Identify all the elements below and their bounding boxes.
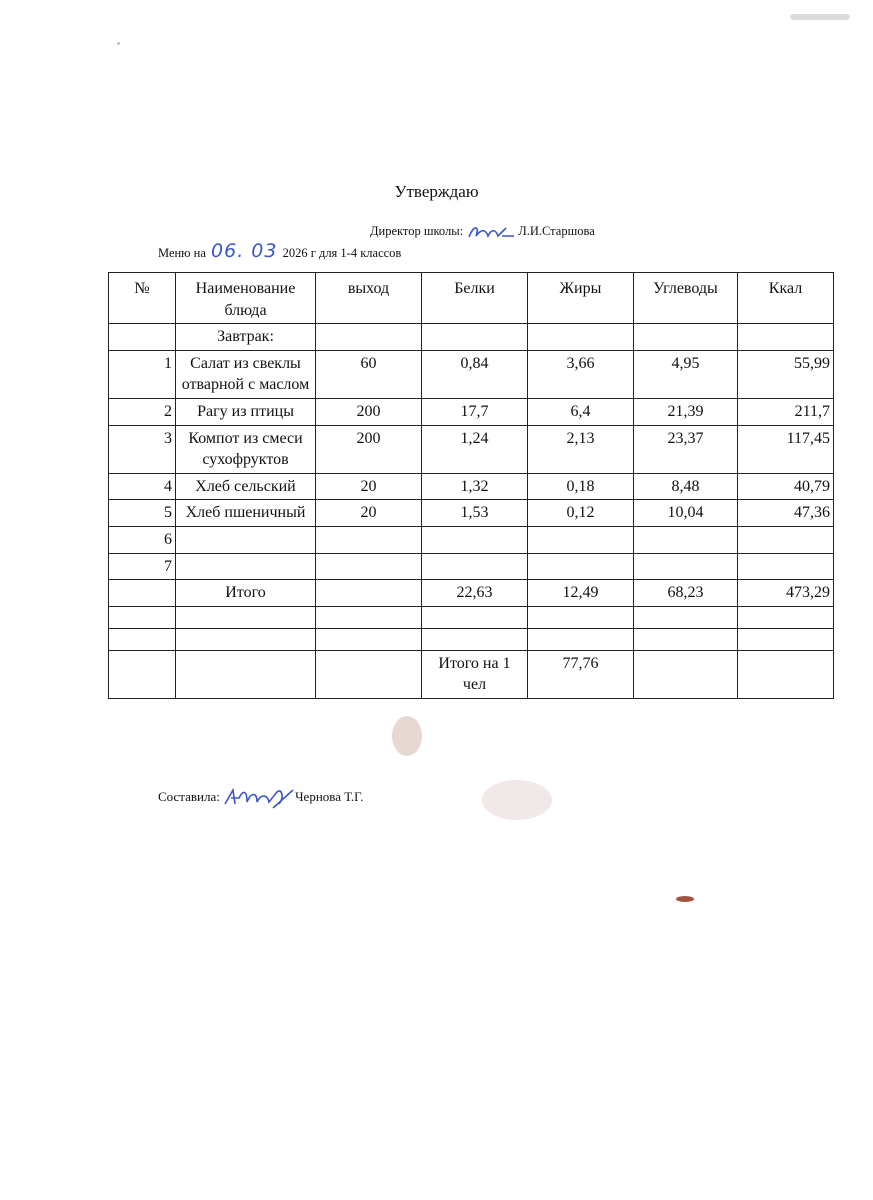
section-label: Завтрак:	[176, 324, 316, 351]
table-row	[109, 526, 834, 553]
row-carbs: 10,04	[634, 500, 738, 527]
total-protein: 22,63	[422, 580, 528, 607]
row-carbs: 21,39	[634, 398, 738, 425]
row-kcal: 117,45	[738, 425, 834, 473]
row-carbs: 8,48	[634, 473, 738, 500]
row-kcal: 47,36	[738, 500, 834, 527]
row-num: 6	[109, 526, 176, 553]
menu-suffix: 2026 г для 1-4 классов	[282, 246, 402, 260]
row-num: 1	[109, 350, 176, 398]
director-name: Л.И.Старшова	[518, 223, 595, 238]
row-out: 20	[316, 500, 422, 527]
scan-speck	[117, 42, 120, 45]
row-name: Компот из смеси сухофруктов	[176, 425, 316, 473]
blank-row	[109, 606, 834, 628]
row-fat: 0,18	[528, 473, 634, 500]
row-carbs: 4,95	[634, 350, 738, 398]
director-line	[370, 222, 595, 242]
row-num: 4	[109, 473, 176, 500]
row-fat: 0,12	[528, 500, 634, 527]
director-signature-icon	[466, 222, 518, 242]
total-row	[109, 580, 834, 607]
menu-prefix: Меню на	[158, 246, 206, 260]
total-carbs: 68,23	[634, 580, 738, 607]
row-protein	[422, 553, 528, 580]
header-fat: Жиры	[528, 273, 634, 324]
header-protein: Белки	[422, 273, 528, 324]
stain-mark	[392, 716, 422, 756]
row-name: Салат из свеклы отварной с маслом	[176, 350, 316, 398]
row-out: 200	[316, 398, 422, 425]
row-kcal	[738, 553, 834, 580]
row-name: Рагу из птицы	[176, 398, 316, 425]
row-fat	[528, 526, 634, 553]
row-carbs: 23,37	[634, 425, 738, 473]
row-fat	[528, 553, 634, 580]
header-out: выход	[316, 273, 422, 324]
table-row	[109, 500, 834, 527]
composer-signature-icon	[223, 786, 295, 810]
row-protein: 0,84	[422, 350, 528, 398]
total-kcal: 473,29	[738, 580, 834, 607]
per-person-label: Итого на 1 чел	[422, 650, 528, 698]
per-person-value: 77,76	[528, 650, 634, 698]
blank-row	[109, 628, 834, 650]
row-fat: 6,4	[528, 398, 634, 425]
row-kcal: 211,7	[738, 398, 834, 425]
table-row	[109, 553, 834, 580]
header-num: №	[109, 273, 176, 324]
total-label: Итого	[176, 580, 316, 607]
row-name	[176, 553, 316, 580]
table-header-row	[109, 273, 834, 324]
row-name: Хлеб пшеничный	[176, 500, 316, 527]
per-person-row	[109, 650, 834, 698]
table-row	[109, 398, 834, 425]
composer-name: Чернова Т.Г.	[295, 788, 364, 804]
section-row	[109, 324, 834, 351]
row-num: 2	[109, 398, 176, 425]
row-num: 7	[109, 553, 176, 580]
row-kcal: 55,99	[738, 350, 834, 398]
menu-date: 06. 03	[211, 240, 278, 262]
row-carbs	[634, 553, 738, 580]
total-fat: 12,49	[528, 580, 634, 607]
scan-speck	[790, 14, 850, 20]
header-kcal: Ккал	[738, 273, 834, 324]
row-fat: 2,13	[528, 425, 634, 473]
row-protein: 1,53	[422, 500, 528, 527]
row-protein	[422, 526, 528, 553]
table-row	[109, 350, 834, 398]
table-row	[109, 425, 834, 473]
row-carbs	[634, 526, 738, 553]
composer-line	[158, 786, 363, 810]
row-num: 5	[109, 500, 176, 527]
stain-mark	[676, 896, 694, 902]
row-num: 3	[109, 425, 176, 473]
row-fat: 3,66	[528, 350, 634, 398]
composer-label: Составила:	[158, 788, 220, 804]
row-kcal	[738, 526, 834, 553]
header-name: Наименование блюда	[176, 273, 316, 324]
row-protein: 1,32	[422, 473, 528, 500]
row-out: 60	[316, 350, 422, 398]
row-kcal: 40,79	[738, 473, 834, 500]
director-label: Директор школы:	[370, 223, 464, 238]
stain-mark	[482, 780, 552, 820]
menu-line	[158, 240, 401, 262]
header-carbs: Углеводы	[634, 273, 738, 324]
row-name: Хлеб сельский	[176, 473, 316, 500]
table-row	[109, 473, 834, 500]
row-out: 20	[316, 473, 422, 500]
approve-title: Утверждаю	[394, 182, 479, 201]
row-out	[316, 553, 422, 580]
row-name	[176, 526, 316, 553]
menu-table	[108, 272, 834, 699]
row-out: 200	[316, 425, 422, 473]
row-protein: 17,7	[422, 398, 528, 425]
row-protein: 1,24	[422, 425, 528, 473]
row-out	[316, 526, 422, 553]
